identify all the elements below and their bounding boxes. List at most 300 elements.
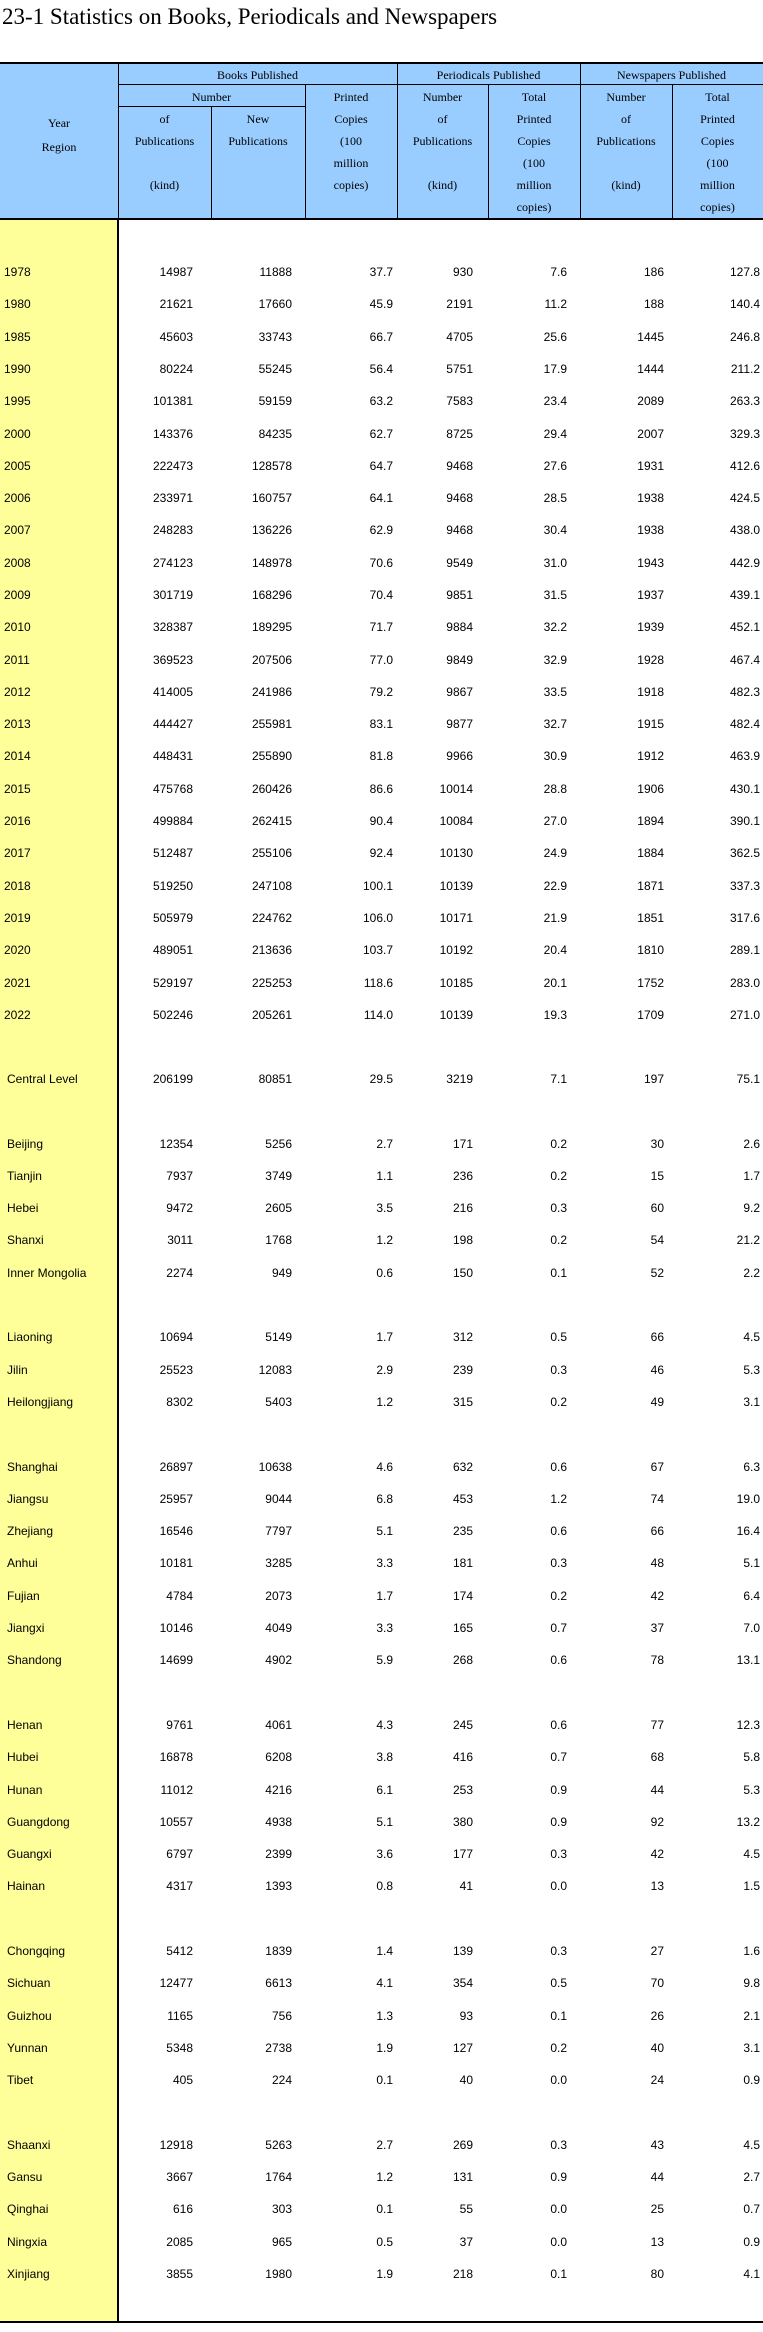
- table-cell: 512487: [152, 846, 193, 860]
- table-cell: 0.0: [550, 2202, 567, 2216]
- table-cell: 44: [650, 2170, 664, 2184]
- table-cell: 6208: [265, 1750, 292, 1764]
- table-cell: 37.7: [369, 265, 393, 279]
- table-cell: 2.6: [743, 1137, 760, 1151]
- table-cell: 0.1: [376, 2202, 393, 2216]
- table-cell: 216: [452, 1201, 473, 1215]
- table-row: [0, 1069, 763, 1089]
- table-row: [0, 1973, 763, 1993]
- row-label: Zhejiang: [7, 1524, 54, 1538]
- table-cell: 3855: [166, 2267, 193, 2281]
- table-cell: 29.5: [369, 1072, 393, 1086]
- table-cell: 177: [452, 1847, 473, 1861]
- table-row: [0, 327, 763, 347]
- table-cell: 9044: [265, 1492, 292, 1506]
- table-cell: 253: [452, 1783, 473, 1797]
- table-cell: 930: [452, 265, 473, 279]
- row-label: Hainan: [7, 1879, 46, 1893]
- periodicals-copies-header: Total Printed Copies (100 million copies): [516, 90, 552, 214]
- table-row: [0, 1586, 763, 1606]
- table-cell: 9851: [446, 588, 473, 602]
- table-cell: 83.1: [369, 717, 393, 731]
- table-cell: 206199: [152, 1072, 193, 1086]
- row-label: 2013: [4, 717, 31, 731]
- table-cell: 45.9: [369, 297, 393, 311]
- table-row: [0, 1457, 763, 1477]
- table-cell: 5412: [166, 1944, 193, 1958]
- table-cell: 0.9: [550, 1783, 567, 1797]
- table-cell: 23.4: [543, 394, 567, 408]
- table-cell: 77: [650, 1718, 664, 1732]
- table-cell: 33.5: [543, 685, 567, 699]
- table-cell: 21.2: [736, 1233, 760, 1247]
- table-row: [0, 456, 763, 476]
- table-cell: 0.0: [550, 1879, 567, 1893]
- row-label: 2020: [4, 943, 31, 957]
- table-cell: 289.1: [729, 943, 760, 957]
- table-row: [0, 2264, 763, 2284]
- table-cell: 0.5: [376, 2235, 393, 2249]
- table-cell: 269: [452, 2138, 473, 2152]
- table-cell: 12477: [159, 1976, 193, 1990]
- table-row: [0, 1618, 763, 1638]
- table-cell: 80851: [258, 1072, 292, 1086]
- table-cell: 1764: [265, 2170, 292, 2184]
- table-cell: 12918: [159, 2138, 193, 2152]
- table-cell: 245: [452, 1718, 473, 1732]
- row-label: 2018: [4, 879, 31, 893]
- table-cell: 2738: [265, 2041, 292, 2055]
- table-cell: 3.1: [743, 2041, 760, 2055]
- table-cell: 6613: [265, 1976, 292, 1990]
- row-label: Anhui: [7, 1556, 38, 1570]
- table-cell: 218: [452, 2267, 473, 2281]
- table-cell: 2.7: [743, 2170, 760, 2184]
- table-cell: 28.5: [543, 491, 567, 505]
- table-cell: 24: [650, 2073, 664, 2087]
- table-cell: 174: [452, 1589, 473, 1603]
- table-cell: 45603: [159, 330, 193, 344]
- row-label: Hubei: [7, 1750, 39, 1764]
- table-cell: 1938: [637, 523, 664, 537]
- table-cell: 369523: [152, 653, 193, 667]
- table-row: [0, 876, 763, 896]
- table-cell: 0.3: [550, 1363, 567, 1377]
- table-cell: 1.9: [376, 2267, 393, 2281]
- periodicals-number-header: Number of Publications (kind): [412, 90, 473, 192]
- table-cell: 283.0: [729, 976, 760, 990]
- row-label: Guizhou: [7, 2009, 52, 2023]
- table-cell: 92.4: [369, 846, 393, 860]
- table-cell: 3.3: [376, 1556, 393, 1570]
- table-row: [0, 1392, 763, 1412]
- table-cell: 9877: [446, 717, 473, 731]
- table-cell: 10694: [159, 1330, 193, 1344]
- table-cell: 1980: [265, 2267, 292, 2281]
- table-row: [0, 2167, 763, 2187]
- table-cell: 13: [650, 2235, 664, 2249]
- table-cell: 32.9: [543, 653, 567, 667]
- table-cell: 4.1: [743, 2267, 760, 2281]
- table-cell: 4705: [446, 330, 473, 344]
- table-cell: 1.3: [376, 2009, 393, 2023]
- table-cell: 101381: [152, 394, 193, 408]
- table-cell: 239: [452, 1363, 473, 1377]
- table-cell: 5256: [265, 1137, 292, 1151]
- table-cell: 150: [452, 1266, 473, 1280]
- table-cell: 329.3: [729, 427, 760, 441]
- table-cell: 4.6: [376, 1460, 393, 1474]
- table-cell: 499884: [152, 814, 193, 828]
- table-row: [0, 1521, 763, 1541]
- table-cell: 0.3: [550, 1201, 567, 1215]
- table-cell: 448431: [152, 749, 193, 763]
- row-label-header-year: Year: [47, 116, 71, 130]
- table-cell: 4.1: [376, 1976, 393, 1990]
- table-cell: 2191: [446, 297, 473, 311]
- table-cell: 489051: [152, 943, 193, 957]
- row-label: 2019: [4, 911, 31, 925]
- newspapers-number-header: Number of Publications (kind): [596, 90, 656, 192]
- table-cell: 10185: [439, 976, 473, 990]
- row-label: 2009: [4, 588, 31, 602]
- table-cell: 6.4: [743, 1589, 760, 1603]
- table-cell: 405: [172, 2073, 193, 2087]
- table-cell: 255890: [251, 749, 292, 763]
- table-cell: 235: [452, 1524, 473, 1538]
- table-cell: 8302: [166, 1395, 193, 1409]
- table-cell: 10181: [159, 1556, 193, 1570]
- table-cell: 55245: [258, 362, 292, 376]
- row-label: Tianjin: [7, 1169, 42, 1183]
- table-cell: 148978: [251, 556, 292, 570]
- table-cell: 2085: [166, 2235, 193, 2249]
- row-label: 2015: [4, 782, 31, 796]
- table-cell: 60: [650, 1201, 664, 1215]
- row-label: Shandong: [7, 1653, 62, 1667]
- table-cell: 2.2: [743, 1266, 760, 1280]
- table-cell: 41: [459, 1879, 473, 1893]
- row-label: Heilongjiang: [7, 1395, 74, 1409]
- table-row: [0, 1844, 763, 1864]
- table-cell: 262415: [251, 814, 292, 828]
- table-row: [0, 391, 763, 411]
- table-cell: 5.3: [743, 1783, 760, 1797]
- table-row: [0, 2232, 763, 2252]
- table-cell: 9966: [446, 749, 473, 763]
- table-row: [0, 746, 763, 766]
- table-cell: 0.9: [550, 1815, 567, 1829]
- table-cell: 13.1: [736, 1653, 760, 1667]
- table-cell: 70.4: [369, 588, 393, 602]
- table-cell: 246.8: [729, 330, 760, 344]
- table-cell: 0.2: [550, 1395, 567, 1409]
- table-cell: 0.3: [550, 2138, 567, 2152]
- table-cell: 4784: [166, 1589, 193, 1603]
- table-cell: 0.9: [743, 2073, 760, 2087]
- row-label: 1990: [4, 362, 31, 376]
- table-cell: 37: [459, 2235, 473, 2249]
- table-row: [0, 1553, 763, 1573]
- table-cell: 165: [452, 1621, 473, 1635]
- table-row: [0, 262, 763, 282]
- table-cell: 63.2: [369, 394, 393, 408]
- table-cell: 0.1: [376, 2073, 393, 2087]
- row-label: Central Level: [7, 1072, 78, 1086]
- table-cell: 328387: [152, 620, 193, 634]
- table-row: [0, 2006, 763, 2026]
- table-cell: 33743: [258, 330, 292, 344]
- table-cell: 48: [650, 1556, 664, 1570]
- table-row: [0, 1134, 763, 1154]
- table-row: [0, 1230, 763, 1250]
- table-cell: 949: [271, 1266, 292, 1280]
- table-cell: 103.7: [362, 943, 393, 957]
- table-cell: 1839: [265, 1944, 292, 1958]
- table-cell: 224762: [251, 911, 292, 925]
- row-label: Qinghai: [7, 2202, 49, 2216]
- table-cell: 1931: [637, 459, 664, 473]
- row-label: Jiangsu: [7, 1492, 49, 1506]
- table-cell: 14699: [159, 1653, 193, 1667]
- table-cell: 9884: [446, 620, 473, 634]
- table-row: [0, 359, 763, 379]
- table-cell: 3219: [446, 1072, 473, 1086]
- table-cell: 263.3: [729, 394, 760, 408]
- books-copies-header: Printed Copies (100 million copies): [333, 90, 369, 192]
- table-cell: 4938: [265, 1815, 292, 1829]
- table-cell: 3011: [167, 1233, 193, 1247]
- table-cell: 19.3: [543, 1008, 567, 1022]
- table-cell: 1445: [637, 330, 664, 344]
- table-cell: 127: [452, 2041, 473, 2055]
- table-row: [0, 488, 763, 508]
- table-row: [0, 1327, 763, 1347]
- table-cell: 9867: [446, 685, 473, 699]
- table-cell: 5263: [265, 2138, 292, 2152]
- table-cell: 75.1: [736, 1072, 760, 1086]
- table-cell: 519250: [152, 879, 193, 893]
- table-cell: 5149: [265, 1330, 292, 1344]
- newspapers-copies-header: Total Printed Copies (100 million copies): [700, 90, 735, 214]
- table-cell: 181: [452, 1556, 473, 1570]
- row-label: 2012: [4, 685, 31, 699]
- books-number-header-top: Number: [191, 90, 232, 104]
- table-row: [0, 1747, 763, 1767]
- table-cell: 16546: [159, 1524, 193, 1538]
- table-cell: 10557: [159, 1815, 193, 1829]
- table-cell: 442.9: [729, 556, 760, 570]
- table-cell: 2.7: [376, 1137, 393, 1151]
- table-cell: 1928: [637, 653, 664, 667]
- table-cell: 71.7: [369, 620, 393, 634]
- table-cell: 11.2: [544, 297, 567, 311]
- table-cell: 5751: [446, 362, 473, 376]
- table-cell: 2.9: [376, 1363, 393, 1377]
- table-cell: 616: [172, 2202, 193, 2216]
- table-row: [0, 650, 763, 670]
- table-cell: 118.6: [363, 976, 393, 990]
- table-cell: 136226: [251, 523, 292, 537]
- table-cell: 80224: [159, 362, 193, 376]
- table-cell: 49: [650, 1395, 664, 1409]
- table-cell: 24.9: [543, 846, 567, 860]
- table-cell: 1165: [167, 2009, 193, 2023]
- table-cell: 44: [650, 1783, 664, 1797]
- table-cell: 0.7: [743, 2202, 760, 2216]
- table-cell: 10146: [159, 1621, 193, 1635]
- table-cell: 70.6: [369, 556, 393, 570]
- table-cell: 186: [643, 265, 664, 279]
- table-cell: 529197: [152, 976, 193, 990]
- row-label: Hunan: [7, 1783, 43, 1797]
- table-row: [0, 294, 763, 314]
- table-cell: 2007: [637, 427, 664, 441]
- table-cell: 2.1: [743, 2009, 760, 2023]
- table-row: [0, 1166, 763, 1186]
- table-cell: 1752: [637, 976, 664, 990]
- table-row: [0, 424, 763, 444]
- table-cell: 1871: [637, 879, 664, 893]
- table-cell: 81.8: [369, 749, 393, 763]
- table-cell: 0.2: [550, 1169, 567, 1183]
- table-cell: 59159: [258, 394, 292, 408]
- table-cell: 114.0: [363, 1008, 393, 1022]
- table-cell: 6.3: [743, 1460, 760, 1474]
- table-cell: 0.9: [743, 2235, 760, 2249]
- table-cell: 260426: [251, 782, 292, 796]
- row-label: Hebei: [7, 1201, 39, 1215]
- table-cell: 25957: [159, 1492, 193, 1506]
- table-row: [0, 779, 763, 799]
- table-cell: 502246: [152, 1008, 193, 1022]
- table-cell: 4049: [265, 1621, 292, 1635]
- table-cell: 7583: [446, 394, 473, 408]
- table-cell: 1906: [637, 782, 664, 796]
- page-title: 23-1 Statistics on Books, Periodicals and Newspapers: [2, 4, 498, 29]
- table-cell: 1810: [637, 943, 664, 957]
- table-cell: 127.8: [729, 265, 760, 279]
- row-label-header-region: Region: [41, 140, 77, 154]
- table-row: [0, 843, 763, 863]
- table-cell: 0.6: [550, 1524, 567, 1538]
- table-cell: 247108: [251, 879, 292, 893]
- table-cell: 1768: [265, 1233, 292, 1247]
- table-cell: 40: [459, 2073, 473, 2087]
- table-cell: 4.5: [743, 1847, 760, 1861]
- table-cell: 0.1: [550, 2267, 567, 2281]
- row-label: 2011: [4, 653, 30, 667]
- table-cell: 13: [650, 1879, 664, 1893]
- table-cell: 21.9: [543, 911, 567, 925]
- group-header-newspapers: Newspapers Published: [617, 68, 726, 82]
- table-cell: 66: [650, 1524, 664, 1538]
- table-cell: 11888: [259, 265, 292, 279]
- table-row: [0, 2199, 763, 2219]
- row-label: Jiangxi: [7, 1621, 45, 1635]
- row-label: 2014: [4, 749, 31, 763]
- table-cell: 27.6: [543, 459, 567, 473]
- books-number-header: of Publications (kind): [134, 112, 195, 192]
- table-cell: 40: [650, 2041, 664, 2055]
- table-cell: 0.2: [550, 1233, 567, 1247]
- table-cell: 452.1: [729, 620, 760, 634]
- table-cell: 255106: [251, 846, 292, 860]
- table-cell: 2089: [637, 394, 664, 408]
- row-label: 2016: [4, 814, 31, 828]
- table-cell: 362.5: [729, 846, 760, 860]
- table-cell: 92: [650, 1815, 664, 1829]
- table-cell: 3667: [166, 2170, 193, 2184]
- table-cell: 128578: [251, 459, 292, 473]
- table-cell: 21621: [159, 297, 193, 311]
- table-cell: 17660: [258, 297, 292, 311]
- table-cell: 13.2: [736, 1815, 760, 1829]
- table-cell: 16.4: [736, 1524, 760, 1538]
- row-label: Shanxi: [7, 1233, 44, 1247]
- table-cell: 1.5: [743, 1879, 760, 1893]
- table-cell: 68: [650, 1750, 664, 1764]
- table-cell: 14987: [159, 265, 193, 279]
- table-cell: 0.6: [550, 1460, 567, 1474]
- table-cell: 444427: [152, 717, 193, 731]
- table-row: [0, 1489, 763, 1509]
- table-cell: 74: [650, 1492, 664, 1506]
- table-cell: 5.8: [743, 1750, 760, 1764]
- table-cell: 337.3: [729, 879, 760, 893]
- table-cell: 70: [650, 1976, 664, 1990]
- row-label: Gansu: [7, 2170, 43, 2184]
- table-cell: 143376: [152, 427, 193, 441]
- row-label: 1980: [4, 297, 31, 311]
- table-cell: 0.2: [550, 1589, 567, 1603]
- table-row: [0, 1941, 763, 1961]
- table-cell: 2274: [166, 1266, 193, 1280]
- table-cell: 28.8: [543, 782, 567, 796]
- table-cell: 3.3: [376, 1621, 393, 1635]
- table-cell: 1.7: [743, 1169, 760, 1183]
- table-cell: 27.0: [543, 814, 567, 828]
- table-cell: 197: [643, 1072, 664, 1086]
- table-cell: 1.2: [376, 2170, 393, 2184]
- table-cell: 62.9: [369, 523, 393, 537]
- table-cell: 64.7: [369, 459, 393, 473]
- table-cell: 79.2: [369, 685, 393, 699]
- table-cell: 303: [271, 2202, 292, 2216]
- table-cell: 9.8: [743, 1976, 760, 1990]
- row-label: Shanghai: [7, 1460, 58, 1474]
- table-cell: 1709: [637, 1008, 664, 1022]
- table-cell: 160757: [251, 491, 292, 505]
- table-row: [0, 1005, 763, 1025]
- table-cell: 5403: [265, 1395, 292, 1409]
- row-label: Shaanxi: [7, 2138, 51, 2152]
- table-cell: 207506: [251, 653, 292, 667]
- row-label: 1995: [4, 394, 31, 408]
- table-cell: 0.0: [550, 2235, 567, 2249]
- table-cell: 222473: [152, 459, 193, 473]
- table-cell: 224: [271, 2073, 292, 2087]
- table-cell: 1912: [637, 749, 664, 763]
- table-cell: 12354: [159, 1137, 193, 1151]
- table-cell: 3.1: [743, 1395, 760, 1409]
- table-cell: 8725: [446, 427, 473, 441]
- table-row: [0, 617, 763, 637]
- table-cell: 7937: [166, 1169, 193, 1183]
- table-cell: 4061: [265, 1718, 292, 1732]
- table-cell: 1.7: [376, 1589, 393, 1603]
- table-cell: 22.9: [543, 879, 567, 893]
